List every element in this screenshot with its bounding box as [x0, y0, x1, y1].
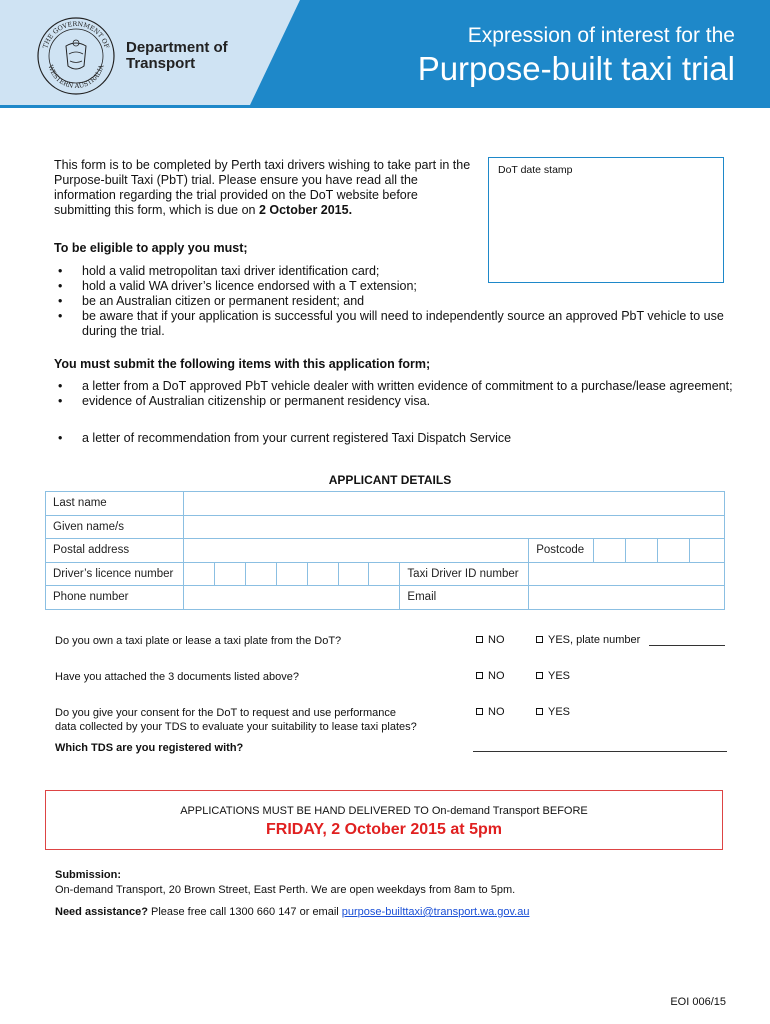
- licence-digit-field[interactable]: [245, 562, 276, 586]
- option-label: NO: [488, 670, 505, 682]
- checkbox-icon[interactable]: [536, 636, 543, 643]
- postal-address-field[interactable]: [183, 539, 528, 563]
- bullet-icon: •: [58, 431, 63, 445]
- seal-text-bottom: WESTERN AUSTRALIA: [46, 63, 106, 91]
- question-consent: [55, 706, 417, 734]
- delivery-notice: [45, 790, 723, 850]
- consent-yes-option[interactable]: [536, 706, 570, 718]
- page-title: Purpose-built taxi trial: [417, 50, 735, 87]
- submit-items-list: [54, 379, 734, 409]
- seal-text-top: THE GOVERNMENT OF: [41, 19, 111, 50]
- question-plate: Do you own a taxi plate or lease a taxi plate from the DoT?: [55, 635, 342, 647]
- last-name-label: Last name: [46, 492, 184, 516]
- submit-items-list-2: [54, 431, 734, 446]
- svg-text:WESTERN AUSTRALIA: [46, 64, 105, 91]
- table-row: [46, 562, 725, 586]
- licence-digit-field[interactable]: [276, 562, 307, 586]
- email-label: Email: [400, 586, 529, 610]
- intro-text: This form is to be completed by Perth taxi drivers wishing to take part in the Purpose-built Taxi (PbT) trial. Please ensure you have read all the information regarding the trial provided on the DoT website before submitting this form, which is due on: [54, 158, 471, 217]
- intro-due-date: 2 October 2015.: [258, 203, 353, 217]
- department-name: [126, 40, 228, 72]
- list-item: [54, 279, 734, 294]
- consent-no-option[interactable]: [476, 706, 505, 718]
- date-stamp-label: DoT date stamp: [498, 164, 573, 176]
- form-code: EOI 006/15: [670, 996, 726, 1008]
- header-rule: [0, 105, 770, 108]
- postcode-label: Postcode: [529, 539, 594, 563]
- postal-address-label: Postal address: [46, 539, 184, 563]
- bullet-icon: •: [58, 264, 63, 278]
- taxi-id-field[interactable]: [529, 562, 725, 586]
- submission-address: On-demand Transport, 20 Brown Street, East Perth. We are open weekdays from 8am to 5pm.: [55, 884, 516, 896]
- last-name-field[interactable]: [183, 492, 724, 516]
- bullet-icon: •: [58, 279, 63, 293]
- email-field[interactable]: [529, 586, 725, 610]
- list-item-text: be an Australian citizen or permanent resident; and: [82, 294, 365, 308]
- list-item: [54, 431, 734, 446]
- postcode-digit-field[interactable]: [626, 539, 658, 563]
- option-label: YES: [548, 670, 571, 682]
- option-label: YES, plate number: [548, 634, 641, 646]
- list-item: [54, 379, 734, 394]
- notice-line-1: APPLICATIONS MUST BE HAND DELIVERED TO On-demand Transport BEFORE: [180, 805, 588, 817]
- email-link[interactable]: purpose-builttaxi@transport.wa.gov.au: [341, 906, 530, 918]
- department-line-1: Department of: [126, 39, 228, 56]
- question-tds: Which TDS are you registered with?: [55, 742, 244, 754]
- government-seal-icon: [36, 16, 116, 96]
- bullet-icon: •: [58, 309, 63, 323]
- list-item-text: be aware that if your application is successful you will need to independently source an approved PbT vehicle to use during the trial.: [82, 309, 724, 338]
- department-line-2: Transport: [126, 55, 196, 72]
- checkbox-icon[interactable]: [476, 708, 483, 715]
- licence-digit-field[interactable]: [307, 562, 338, 586]
- assistance-body: Please free call 1300 660 147 or email: [147, 906, 342, 918]
- list-item: [54, 309, 734, 339]
- list-item-text: hold a valid WA driver’s licence endorsed with a T extension;: [82, 279, 417, 293]
- list-item-text: evidence of Australian citizenship or permanent residency visa.: [82, 394, 431, 408]
- list-item-text: a letter from a DoT approved PbT vehicle dealer with written evidence of commitment to a purchase/lease agreement;: [82, 379, 733, 393]
- notice-deadline: FRIDAY, 2 October 2015 at 5pm: [266, 821, 502, 838]
- question-documents: Have you attached the 3 documents listed above?: [55, 671, 299, 683]
- submission-heading: Submission:: [55, 869, 122, 881]
- postcode-digit-field[interactable]: [594, 539, 626, 563]
- tds-field[interactable]: [473, 740, 727, 752]
- licence-digit-field[interactable]: [183, 562, 214, 586]
- assistance-text: [55, 906, 529, 918]
- licence-digit-field[interactable]: [214, 562, 245, 586]
- option-label: NO: [488, 634, 505, 646]
- list-item-text: a letter of recommendation from your current registered Taxi Dispatch Service: [82, 431, 512, 445]
- list-item: [54, 264, 734, 279]
- phone-label: Phone number: [46, 586, 184, 610]
- checkbox-icon[interactable]: [536, 672, 543, 679]
- intro-paragraph: [54, 158, 474, 218]
- licence-label: Driver’s licence number: [46, 562, 184, 586]
- list-item: [54, 294, 734, 309]
- plate-number-field[interactable]: [649, 634, 725, 646]
- given-names-label: Given name/s: [46, 515, 184, 539]
- checkbox-icon[interactable]: [476, 636, 483, 643]
- option-label: YES: [548, 706, 571, 718]
- postcode-digit-field[interactable]: [658, 539, 690, 563]
- bullet-icon: •: [58, 379, 63, 393]
- plate-no-option[interactable]: [476, 634, 505, 646]
- documents-yes-option[interactable]: [536, 670, 570, 682]
- header: [0, 0, 770, 112]
- eligibility-heading: To be eligible to apply you must;: [54, 241, 248, 255]
- checkbox-icon[interactable]: [476, 672, 483, 679]
- table-row: [46, 515, 725, 539]
- taxi-id-label: Taxi Driver ID number: [400, 562, 529, 586]
- licence-digit-field[interactable]: [338, 562, 369, 586]
- header-subtitle: Expression of interest for the: [467, 24, 735, 47]
- documents-no-option[interactable]: [476, 670, 505, 682]
- given-names-field[interactable]: [183, 515, 724, 539]
- phone-field[interactable]: [183, 586, 400, 610]
- question-consent-line-2: data collected by your TDS to evaluate your suitability to lease taxi plates?: [55, 721, 417, 733]
- table-row: [46, 492, 725, 516]
- plate-yes-option[interactable]: [536, 634, 640, 646]
- question-consent-line-1: Do you give your consent for the DoT to request and use performance: [55, 707, 396, 719]
- assistance-label: Need assistance?: [55, 906, 148, 918]
- submit-items-heading: You must submit the following items with this application form;: [54, 357, 431, 371]
- bullet-icon: •: [58, 394, 63, 408]
- list-item-text: hold a valid metropolitan taxi driver identification card;: [82, 264, 380, 278]
- option-label: NO: [488, 706, 505, 718]
- table-row: [46, 539, 725, 563]
- licence-digit-field[interactable]: [369, 562, 400, 586]
- bullet-icon: •: [58, 294, 63, 308]
- checkbox-icon[interactable]: [536, 708, 543, 715]
- postcode-digit-field[interactable]: [689, 539, 724, 563]
- applicant-heading: APPLICANT DETAILS: [328, 473, 452, 487]
- eligibility-list: [54, 264, 734, 339]
- applicant-table: [45, 491, 725, 610]
- table-row: [46, 586, 725, 610]
- list-item: [54, 394, 734, 409]
